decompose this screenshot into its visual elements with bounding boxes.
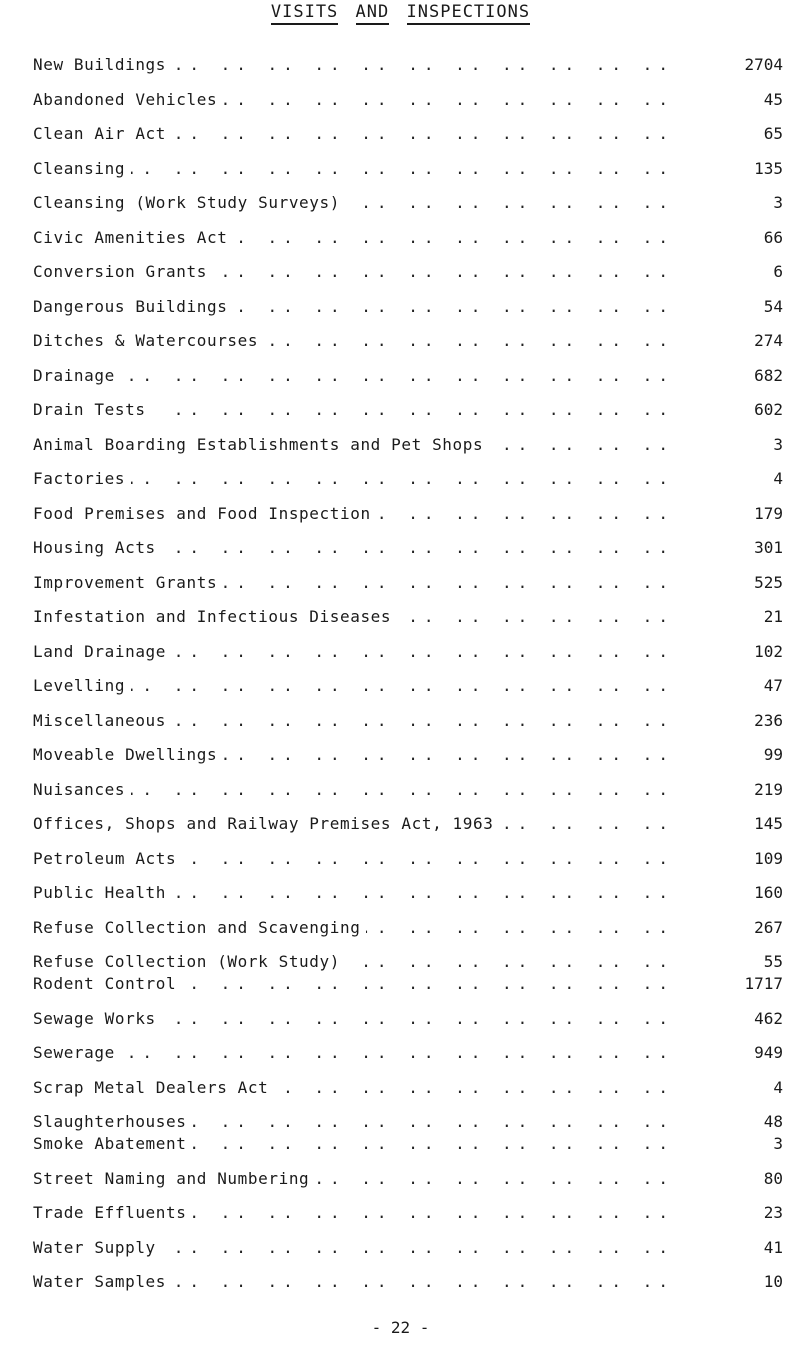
item-value: 21 [763,607,783,626]
item-value: 267 [754,917,783,937]
item-value: 102 [754,641,783,661]
item-label: Trade Effluents [33,1203,193,1222]
item-label: New Buildings [33,55,172,74]
list-item [33,400,783,435]
heading-word-inspections: INSPECTIONS [407,2,531,25]
item-value: 3 [773,193,783,212]
list-item [33,1009,783,1044]
item-value: 45 [763,89,783,109]
dot-leader [33,1043,673,1062]
list-item [33,745,783,780]
item-label: Refuse Collection and Scavenging [33,918,366,937]
list-item [33,331,783,366]
item-value: 602 [754,400,783,419]
item-value: 949 [754,1043,783,1062]
item-value: 219 [754,779,783,799]
item-label: Sewage Works [33,1009,162,1028]
item-value: 47 [763,676,783,695]
list-item [33,711,783,746]
list-item [33,90,783,125]
item-value: 2704 [744,55,783,74]
list-item [33,1043,783,1078]
list-item [33,918,783,953]
item-label: Civic Amenities Act [33,228,233,247]
item-label: Rodent Control [33,974,182,993]
item-label: Slaughterhouses [33,1112,193,1131]
heading-word-visits: VISITS [271,2,338,25]
page-heading [0,2,801,25]
item-value: 274 [754,331,783,350]
list-item [33,469,783,504]
list-item [33,159,783,194]
list-item [33,1169,783,1204]
list-item [33,1272,783,1294]
item-value: 48 [763,1112,783,1131]
item-value: 3 [773,1134,783,1153]
item-value: 236 [754,710,783,730]
list-item [33,1134,783,1169]
list-item [33,952,783,974]
item-label: Land Drainage [33,642,172,661]
item-value: 10 [763,1272,783,1291]
item-label: Street Naming and Numbering [33,1169,315,1188]
item-value: 3 [773,434,783,454]
list-item [33,849,783,884]
item-value: 99 [763,745,783,764]
item-value: 55 [763,952,783,971]
item-label: Scrap Metal Dealers Act [33,1078,274,1097]
item-value: 682 [754,365,783,385]
item-label: Conversion Grants [33,262,213,281]
list-item [33,504,783,539]
item-label: Levelling [33,676,131,695]
item-label: Moveable Dwellings [33,745,223,764]
list-item [33,974,783,1009]
list-item [33,1203,783,1238]
item-label: Clean Air Act [33,124,172,143]
list-item [33,262,783,297]
item-label: Animal Boarding Establishments and Pet Shops [33,435,489,454]
list-item [33,55,783,90]
item-label: Smoke Abatement [33,1134,193,1153]
item-label: Public Health [33,883,172,902]
item-label: Food Premises and Food Inspection [33,504,377,523]
item-label: Cleansing (Work Study Surveys) [33,193,346,212]
item-value: 525 [754,572,783,592]
page-number: - 22 - [371,1318,430,1337]
item-value: 65 [763,124,783,143]
item-label: Improvement Grants [33,573,223,592]
list-item [33,780,783,815]
item-value: 1717 [744,974,783,993]
list-item [33,642,783,677]
item-label: Drain Tests [33,400,152,419]
item-value: 301 [754,538,783,557]
list-item [33,297,783,332]
list-item [33,193,783,228]
item-label: Cleansing [33,159,131,178]
item-label: Infestation and Infectious Diseases [33,607,397,626]
item-label: Miscellaneous [33,711,172,730]
list-item [33,538,783,573]
list-item [33,1078,783,1113]
list-item [33,435,783,470]
item-value: 462 [754,1008,783,1028]
item-label: Nuisances [33,780,131,799]
item-value: 179 [754,503,783,523]
item-label: Refuse Collection (Work Study) [33,952,346,971]
heading-word-and: AND [356,2,390,25]
item-value: 135 [754,158,783,178]
item-value: 66 [763,227,783,247]
item-label: Petroleum Acts [33,849,182,868]
item-label: Dangerous Buildings [33,297,233,316]
item-value: 160 [754,883,783,902]
list-item [33,1238,783,1273]
item-value: 6 [773,262,783,281]
item-label: Sewerage [33,1043,121,1062]
list-item [33,814,783,849]
item-value: 23 [763,1203,783,1222]
list-item [33,1112,783,1134]
list-item [33,883,783,918]
item-label: Ditches & Watercourses [33,331,264,350]
item-label: Water Samples [33,1272,172,1291]
list-item [33,676,783,711]
item-label: Housing Acts [33,538,162,557]
list-item [33,573,783,608]
item-value: 41 [763,1237,783,1257]
list-item [33,607,783,642]
list-item [33,228,783,263]
item-value: 145 [754,814,783,833]
list-item [33,124,783,159]
item-label: Water Supply [33,1238,162,1257]
item-value: 54 [763,296,783,316]
item-label: Drainage [33,366,121,385]
item-label: Factories [33,469,131,488]
inspection-list [33,55,783,1294]
item-value: 109 [754,848,783,868]
list-item [33,366,783,401]
item-value: 4 [773,1077,783,1097]
item-label: Abandoned Vehicles [33,90,223,109]
item-value: 80 [763,1168,783,1188]
item-value: 4 [773,469,783,488]
item-label: Offices, Shops and Railway Premises Act, 1963 [33,814,499,833]
dot-leader [33,366,673,385]
